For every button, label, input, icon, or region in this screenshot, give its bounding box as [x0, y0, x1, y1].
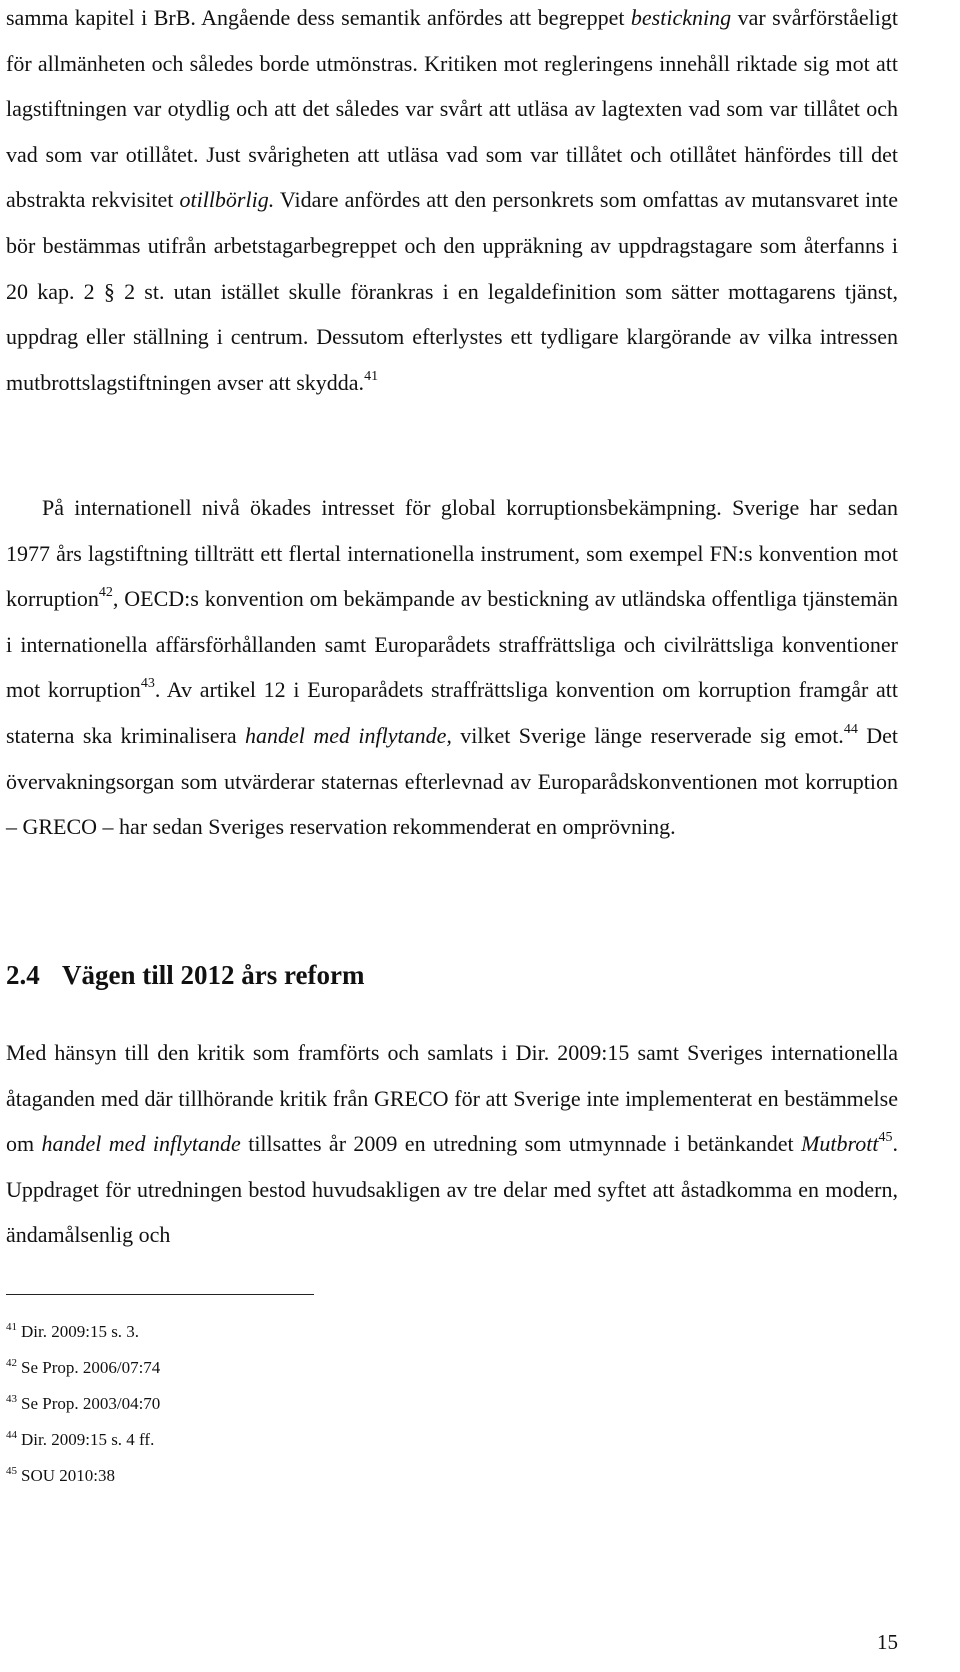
paragraph-text: . Uppdraget för utredningen bestod huvudsakligen av tre delar med syftet att åstadkomma en modern, ändamålsenlig och [6, 1131, 898, 1248]
footnote-ref[interactable]: 42 [98, 585, 113, 601]
body-paragraph [6, 0, 898, 405]
footnote-ref[interactable]: 43 [140, 676, 155, 692]
body-paragraph [6, 485, 898, 850]
paragraph-text: tillsattes år 2009 en utredning som utmynnade i betänkandet [240, 1131, 802, 1157]
footnote-number: 41 [6, 1321, 17, 1333]
emphasis-term: otillbörlig. [179, 187, 275, 213]
footnote-number: 42 [6, 1357, 17, 1369]
footnote-number: 45 [6, 1465, 17, 1477]
emphasis-term: handel med inflytande [41, 1131, 241, 1157]
paragraph-text: vilket Sverige länge reserverade sig emot. [451, 722, 844, 748]
footnote-text: Se Prop. 2006/07:74 [21, 1358, 161, 1377]
footnote-divider [6, 1294, 314, 1295]
footnote-number: 44 [6, 1429, 17, 1441]
footnote [6, 1428, 154, 1452]
section-number: 2.4 [6, 960, 40, 990]
footnote-number: 43 [6, 1393, 17, 1405]
footnote [6, 1320, 139, 1344]
emphasis-term: Mutbrott [801, 1131, 879, 1157]
section-title: Vägen till 2012 års reform [62, 960, 365, 990]
paragraph-text: . Av artikel 12 i Europarådets straffrättsliga konvention om korruption framgår att staterna ska kriminalisera [6, 677, 898, 748]
paragraph-text: På internationell nivå ökades intresset för global korruptionsbekämpning. Sverige har sedan 1977 års lagstiftning tillträtt ett flertal internationella instrument, som exempel FN:s konvention mot korruption [6, 495, 898, 612]
paragraph-text: Med hänsyn till den kritik som framförts och samlats i Dir. 2009:15 samt Sveriges internationella åtaganden med där tillhörande kritik från GRECO för att Sverige inte implementerat en bestämmelse om [6, 1040, 898, 1157]
paragraph-text: , OECD:s konvention om bekämpande av bestickning av utländska offentliga tjänstemän i internationella affärsförhållanden samt Europarådets straffrättsliga och civilrättsliga konventioner mot korruption [6, 586, 898, 703]
footnote-ref[interactable]: 41 [364, 368, 379, 384]
paragraph-text: Det övervakningsorgan som utvärderar staternas efterlevnad av Europarådskonventionen mot korruption – GRECO – har sedan Sveriges reservation rekommenderat en omprövning. [6, 722, 898, 840]
footnote-text: Dir. 2009:15 s. 4 ff. [21, 1430, 155, 1449]
footnote-ref[interactable]: 45 [878, 1130, 893, 1146]
footnote-ref[interactable]: 44 [843, 721, 858, 737]
section-heading [6, 955, 364, 995]
page-number: 15 [877, 1630, 898, 1654]
footnote-text: Se Prop. 2003/04:70 [21, 1394, 161, 1413]
emphasis-term: handel med inflytande, [245, 722, 452, 748]
footnote [6, 1356, 160, 1380]
footnote-text: SOU 2010:38 [21, 1466, 115, 1485]
body-paragraph [6, 1030, 898, 1258]
paragraph-text: samma kapitel i BrB. Angående dess semantik anfördes att begreppet [6, 5, 631, 30]
paragraph-text: var svårförståeligt för allmänheten och således borde utmönstras. Kritiken mot regleringens innehåll riktade sig mot att lagstiftningen var otydlig och att det således var svårt att utläsa av lagtexten vad som var tillåtet och vad som var otillåtet. Just svårigheten att utläsa vad som var tillåtet och otillåtet hänfördes till det abstrakta rekvisitet [6, 5, 899, 213]
paragraph-text: Vidare anfördes att den personkrets som omfattas av mutansvaret inte bör bestämmas utifrån arbetstagarbegreppet och den uppräkning av uppdragstagare som återfanns i 20 kap. 2 § 2 st. utan istället skulle förankras i en legaldefinition som sätter mottagarens tjänst, uppdrag eller ställning i centrum. Dessutom efterlystes ett tydligare klargörande av vilka intressen mutbrottslagstiftningen avser att skydda. [6, 187, 898, 395]
footnote [6, 1464, 115, 1488]
footnote-text: Dir. 2009:15 s. 3. [21, 1322, 140, 1341]
footnote [6, 1392, 160, 1416]
emphasis-term: bestickning [630, 5, 732, 30]
